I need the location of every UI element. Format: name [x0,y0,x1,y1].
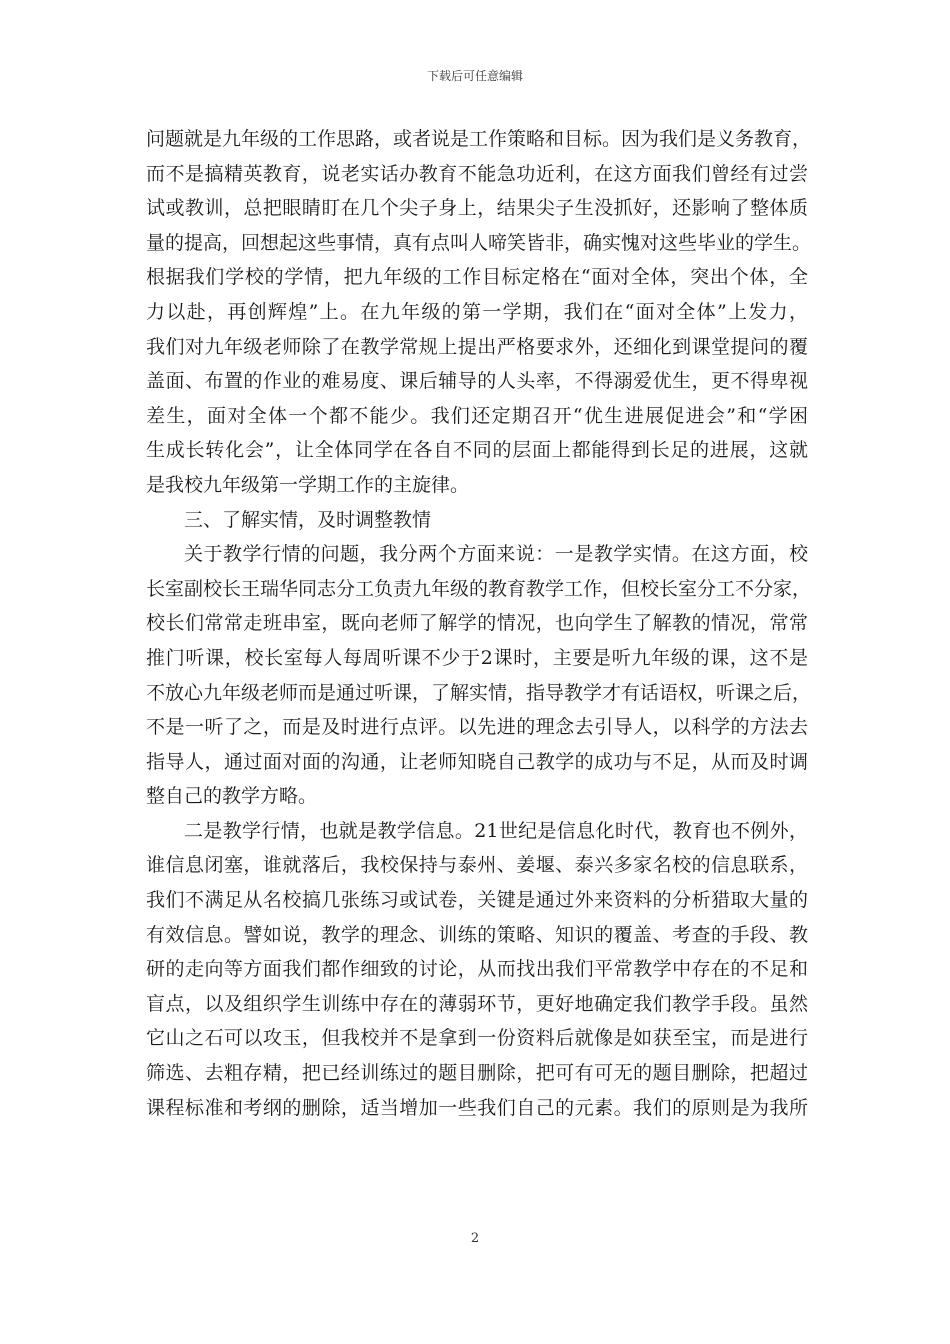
text-line: 问题就是九年级的工作思路，或者说是工作策略和目标。因为我们是义务教育， [146,128,812,150]
text-line: 谁信息闭塞，谁就落后，我校保持与泰州、姜堰、泰兴多家名校的信息联系， [146,854,808,877]
text-line: 根据我们学校的学情，把九年级的工作目标定格在“面对全体，突出个体，全 [146,266,808,289]
text-line: 生成长转化会”，让全体同学在各自不同的层面上都能得到长足的进展，这就 [146,439,808,462]
text-line: 有效信息。譬如说，教学的理念、训练的策略、知识的覆盖、考查的手段、教 [146,923,808,946]
text-line: 盖面、布置的作业的难易度、课后辅导的人头率，不得溺爱优生，更不得卑视 [146,370,808,393]
section-heading: 三、了解实情，及时调整教情 [184,508,432,531]
text-line: 不放心九年级老师而是通过听课，了解实情，指导教学才有话语权，听课之后， [146,681,812,704]
text-line: 盲点，以及组织学生训练中存在的薄弱环节，更好地确定我们教学手段。虽然 [146,992,808,1015]
text-line: 它山之石可以攻玉，但我校并不是拿到一份资料后就像是如获至宝，而是进行 [146,1027,808,1050]
text-line: 推门听课，校长室每人每周听课不少于2课时，主要是听九年级的课，这不是 [146,646,808,669]
text-line: 量的提高，回想起这些事情，真有点叫人啼笑皆非，确实愧对这些毕业的学生。 [146,231,812,254]
page-number: 2 [470,1231,480,1246]
text-line: 差生，面对全体一个都不能少。我们还定期召开“优生进展促进会”和“学困 [146,404,808,427]
text-line: 力以赴，再创辉煌”上。在九年级的第一学期，我们在“面对全体”上发力， [146,300,808,323]
text-line: 而不是搞精英教育，说老实话办教育不能急功近利，在这方面我们曾经有过尝 [146,162,808,185]
text-line: 长室副校长王瑞华同志分工负责九年级的教育教学工作，但校长室分工不分家， [146,577,812,600]
text-line: 试或教训，总把眼睛盯在几个尖子身上，结果尖子生没抓好，还影响了整体质 [146,197,808,220]
page-header-note: 下载后可任意编辑 [426,69,523,83]
text-line: 我们对九年级老师除了在教学常规上提出严格要求外，还细化到课堂提问的覆 [146,335,808,358]
text-line: 二是教学行情，也就是教学信息。21世纪是信息化时代，教育也不例外， [184,819,808,842]
text-line: 我们不满足从名校搞几张练习或试卷，关键是通过外来资料的分析猎取大量的 [146,889,808,912]
text-line: 不是一听了之，而是及时进行点评。以先进的理念去引导人，以科学的方法去 [146,716,808,739]
text-line: 研的走向等方面我们都作细致的讨论，从而找出我们平常教学中存在的不足和 [146,958,808,981]
text-line: 校长们常常走班串室，既向老师了解学的情况，也向学生了解教的情况，常常 [146,612,808,635]
text-line: 是我校九年级第一学期工作的主旋律。 [146,473,470,496]
text-line: 课程标准和考纲的删除，适当增加一些我们自己的元素。我们的原则是为我所 [146,1096,808,1119]
text-line: 整自己的教学方略。 [146,785,318,808]
text-line: 关于教学行情的问题，我分两个方面来说：一是教学实情。在这方面，校 [184,543,808,566]
text-line: 筛选、去粗存精，把已经训练过的题目删除，把可有可无的题目删除，把超过 [146,1062,808,1085]
document-body [146,122,812,1125]
text-line: 指导人，通过面对面的沟通，让老师知晓自己教学的成功与不足，从而及时调 [146,750,808,773]
